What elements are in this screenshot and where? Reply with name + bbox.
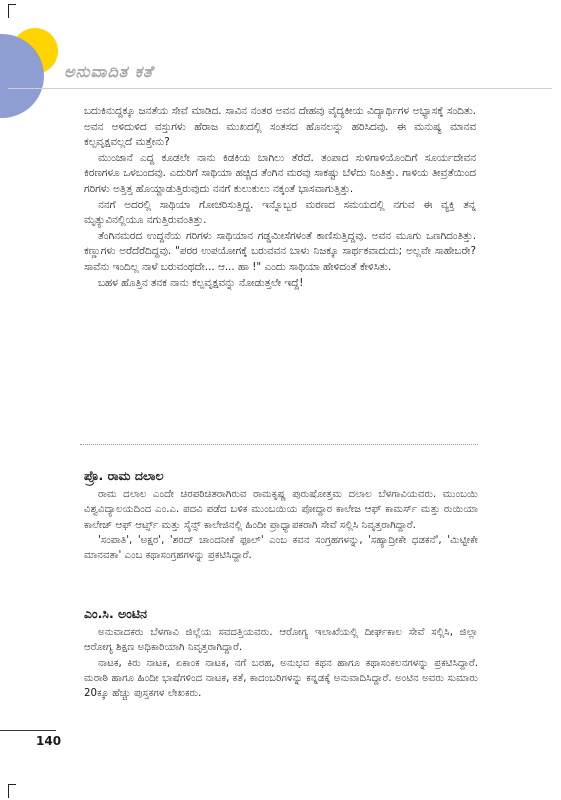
story-paragraph: ಬದುಕಿನುದ್ದಕ್ಕೂ ಜನತೆಯ ಸೇವೆ ಮಾಡಿದ. ಸಾವಿನ ನಂತರ ಅವನ ದೇಹವು ವೈದ್ಯಕೀಯ ವಿದ್ಯಾರ್ಥಿಗಳ ಅಭ್ಯಾಸಕ್ಕೆ ಸಂದಿತು. ಅವನ ಅಳಿದುಳಿದ ವಸ್ತುಗಳು ಹೆರಾಜ ಮುಖದಲ್ಲಿ ಸಂತಸದ ಹೊನಲನ್ನು ಹರಿಸಿದವು. ಈ ಮನುಷ್ಯ ಮಾನವ ಕಲ್ಪವೃಕ್ಷವಲ್ಲದೆ ಮತ್ತೇನು? (84, 105, 476, 149)
story-paragraph: ತೆಂಗಿನಮರದ ಉದ್ದನೆಯ ಗರಿಗಳು ಸಾಥಿಯಾನ ಗಡ್ಡಮೀಸೆಗಳಂತೆ ಕಾಣಿಸುತ್ತಿದ್ದವು. ಅವನ ಮೂಗು ಒಣಗಿದಂತಿತ್ತು. ಕಣ್ಣುಗಳು ಅರೆದೆರೆದಿದ್ದವು. "ಪರರ ಉಪಯೋಗಕ್ಕೆ ಬರುವವನ ಬಾಳು ನಿಜಕ್ಕೂ ಸಾರ್ಥಕವಾದುದು; ಅಲ್ಲವೇ ಸಾಹೇಬರೇ? ಸಾವೆನು ಇಂದಿಲ್ಲ ನಾಳೆ ಬರುವಂಥದೇ... ಆ... ಹಾ !" ಎಂದು ಸಾಥಿಯಾ ಹೇಳಿದಂತೆ ಕೇಳಿಸಿತು. (84, 229, 476, 273)
footer-rule (0, 730, 56, 731)
bio-paragraph: 'ಸಂಪಾತಿ', 'ಅಕ್ಷರ', 'ಶರದ್ ಚಾಂದನೀಕೆ ಫೂಲ್' ಎಂಬ ಕವನ ಸಂಗ್ರಹಗಳನ್ನು, 'ಸಹ್ಯಾದ್ರೀಕೇ ಧಡಕನೆ', 'ಮಿಟ್ಟೀಕೇ ಮಾನವತಾ' ಎಂಬ ಕಥಾಸಂಗ್ರಹಗಳನ್ನು ಪ್ರಕಟಿಸಿದ್ದಾರೆ. (84, 534, 478, 562)
bio-paragraph: ಅನುವಾದಕರು ಬೆಳಗಾವಿ ಜಿಲ್ಲೆಯ ಸವದತ್ತಿಯವರು. ಆರೋಗ್ಯ ಇಲಾಖೆಯಲ್ಲಿ ದೀರ್ಘಕಾಲ ಸೇವೆ ಸಲ್ಲಿಸಿ, ಜಿಲ್ಲಾ ಆರೋಗ್ಯ ಶಿಕ್ಷಣ ಅಧಿಕಾರಿಯಾಗಿ ನಿವೃತ್ತರಾಗಿದ್ದಾರೆ. (84, 627, 478, 654)
translator-name: ಎಂ.ಸಿ. ಅಂಟಿನ (84, 606, 147, 621)
crop-mark (8, 4, 9, 18)
author-name: ಪ್ರೊ. ರಾಮ ದಲಾಲ (84, 468, 164, 483)
story-paragraph: ಮುಂಜಾನೆ ಎದ್ದ ಕೂಡಲೇ ನಾನು ಕಿಡಕಿಯ ಬಾಗಿಲು ತೆರೆದೆ. ತಂಪಾದ ಸುಳಿಗಾಳಿಯೊಂದಿಗೆ ಸೂರ್ಯದೇವನ ಕಿರಣಗಳೂ ಒಳಬಂದವು. ಎದುರಿಗೆ ಸಾಥಿಯಾ ಹಚ್ಚಿದ ತೆಂಗಿನ ಮರವು ಸಾಕಷ್ಟು ಬೆಳೆದು ನಿಂತಿತ್ತು. ಗಾಳಿಯ ತೀವ್ರತೆಯಿಂದ ಗರಿಗಳು ಅತ್ತಿತ್ತ ಹೊಯ್ದಾಡುತ್ತಿರುವುದು ನನಗೆ ಕುಲುಕುಲು ನಕ್ಕಂತೆ ಭಾಸವಾಗುತ್ತಿತ್ತು. (84, 151, 476, 195)
crop-mark (8, 4, 16, 5)
bio-paragraph: ರಾಮ ದಲಾಲ ಎಂದೇ ಚಿರಪರಿಚಿತರಾಗಿರುವ ರಾಮಕೃಷ್ಣ ಪುರುಷೋತ್ತಮ ದಲಾಲ ಬೆಳಗಾವಿಯವರು. ಮುಂಬಯಿ ವಿಶ್ವವಿದ್ಯಾಲಯದಿಂದ ಎಂ.ಎ. ಪದವಿ ಪಡೆದ ಬಳಿಕ ಮುಂಬಯಿಯ ಪೋದ್ದಾರ ಕಾಲೇಜ ಆಫ್ ಕಾಮರ್ಸ್ ಮತ್ತು ರುಯಿಯಾ ಕಾಲೇಜ್ ಆಫ್ ಆರ್ಟ್ಸ್ ಮತ್ತು ಸೈನ್ಸ್ ಕಾಲೇಜಿನಲ್ಲಿ ಹಿಂದೀ ಪ್ರಾಧ್ಯಾಪಕರಾಗಿ ಸೇವೆ ಸಲ್ಲಿಸಿ ನಿವೃತ್ತರಾಗಿದ್ದಾರೆ. (84, 489, 478, 531)
translator-bio (84, 606, 478, 701)
page-number: 140 (36, 734, 62, 748)
story-text (84, 104, 476, 291)
crop-mark (8, 784, 16, 785)
story-paragraph: ಬಹಳ ಹೊತ್ತಿನ ತನಕ ನಾನು ಕಲ್ಪವೃಕ್ಷವನ್ನು ನೋಡುತ್ತಲೇ ಇದ್ದೆ! (98, 276, 304, 289)
dotted-divider (80, 444, 478, 445)
author-bio (84, 468, 478, 563)
crop-mark (8, 784, 9, 798)
bio-paragraph: ನಾಟಕ, ಕಿರು ನಾಟಕ, ಏಕಾಂಕ ನಾಟಕ, ನಗೆ ಬರಹ, ಅನುಭವ ಕಥನ ಹಾಗೂ ಕಥಾಸಂಕಲನಗಳನ್ನು ಪ್ರಕಟಿಸಿದ್ದಾರೆ. ಮರಾಠಿ ಹಾಗೂ ಹಿಂದೀ ಭಾಷೆಗಳಿಂದ ನಾಟಕ, ಕತೆ, ಕಾದಂಬರಿಗಳನ್ನು ಕನ್ನಡಕ್ಕೆ ಅನುವಾದಿಸಿದ್ದಾರೆ. ಅಂಟಿನ ಅವರು ಸುಮಾರು 20ಕ್ಕೂ ಹೆಚ್ಚು ಪುಸ್ತಕಗಳ ಲೇಖಕರು. (84, 657, 478, 700)
story-paragraph: ನನಗೆ ಅದರಲ್ಲಿ ಸಾಥಿಯಾ ಗೋಚರಿಸುತ್ತಿದ್ದ. ಇನ್ನೊಬ್ಬರ ಮರಣದ ಸಮಯದಲ್ಲಿ ನಗುವ ಈ ವ್ಯಕ್ತಿ ತನ್ನ ಮೃತ್ಯುವಿನಲ್ಲಿಯೂ ನಗುತ್ತಿರುವಂತಿತ್ತು. (84, 198, 476, 227)
header-rule (8, 88, 552, 89)
section-title: ಅನುವಾದಿತ ಕತೆ (64, 62, 154, 81)
